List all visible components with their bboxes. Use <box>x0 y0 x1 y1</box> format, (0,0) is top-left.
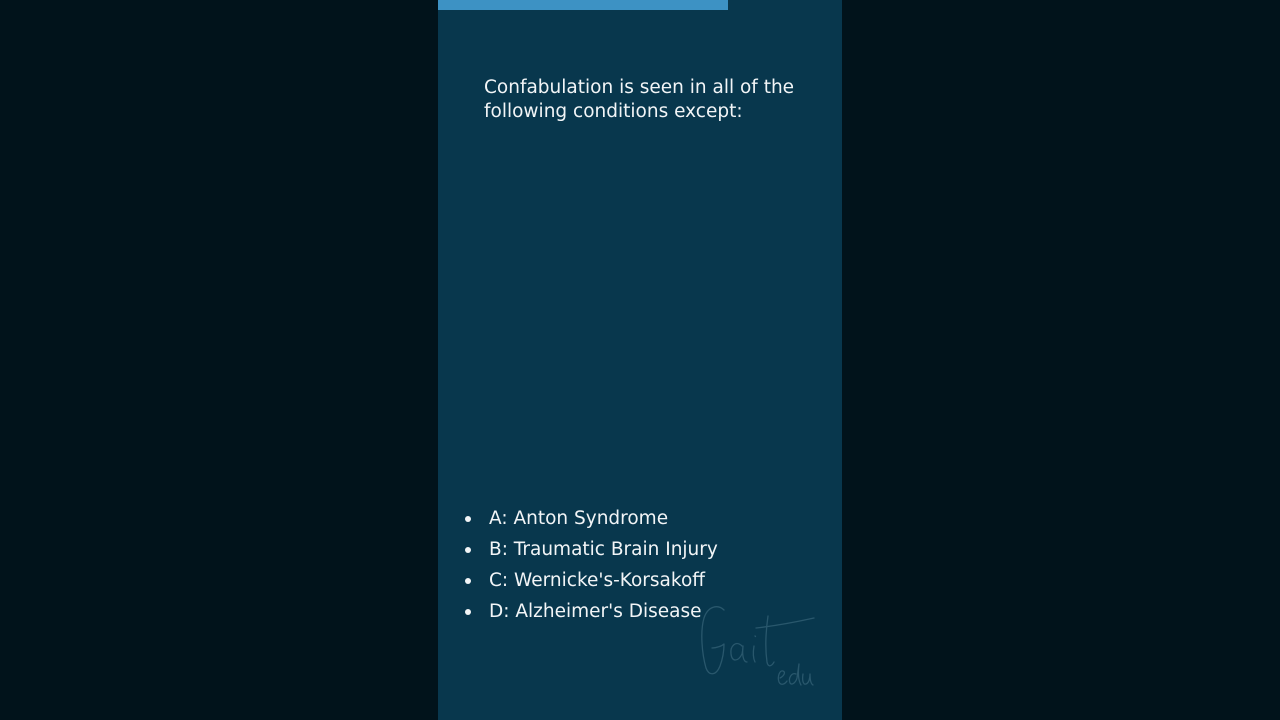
bullet-icon <box>465 609 471 615</box>
option-label: A: Anton Syndrome <box>489 508 669 529</box>
option-label: B: Traumatic Brain Injury <box>489 539 718 560</box>
option-b[interactable] <box>463 534 718 565</box>
bullet-icon <box>465 547 471 553</box>
question-text: Confabulation is seen in all of the following conditions except: <box>484 77 795 122</box>
gait-edu-logo-watermark <box>696 596 820 700</box>
progress-fill <box>438 0 728 10</box>
bullet-icon <box>465 578 471 584</box>
question-card <box>438 0 842 720</box>
option-label: C: Wernicke's-Korsakoff <box>489 570 706 591</box>
option-d[interactable] <box>463 596 718 627</box>
answer-options-list <box>463 503 718 627</box>
option-label: D: Alzheimer's Disease <box>489 601 702 622</box>
option-a[interactable] <box>463 503 718 534</box>
option-c[interactable] <box>463 565 718 596</box>
bullet-icon <box>465 516 471 522</box>
progress-bar <box>438 0 842 10</box>
